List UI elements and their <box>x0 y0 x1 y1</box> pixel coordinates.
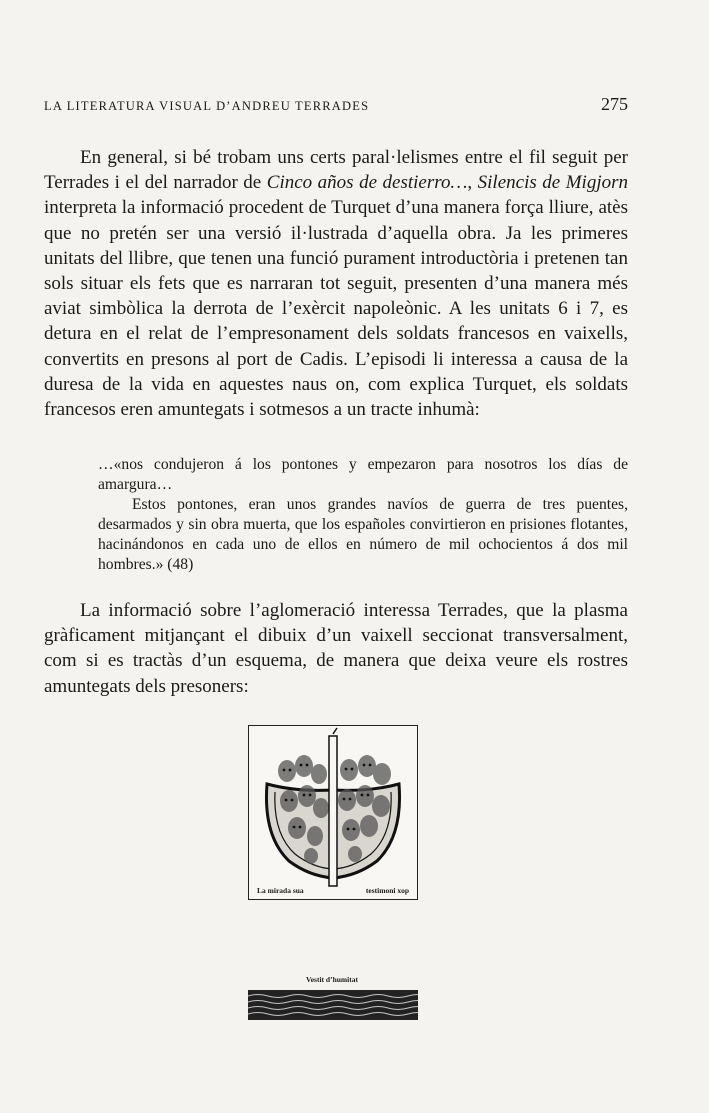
wave-strip-illustration <box>248 990 418 1020</box>
running-title: LA LITERATURA VISUAL D’ANDREU TERRADES <box>44 99 370 113</box>
quote-line-2: Estos pontones, eran unos grandes navíos de guerra de tres puentes, desarmados y sin obra muerta, que los españoles convirtieron en prisiones flotantes, hacinándonos en cada uno de ellos en número de mil ochocientos á dos mil hombres.» (48) <box>98 496 628 573</box>
second-figure-title: Vestit d’humitat <box>305 975 359 984</box>
ship-drawing <box>249 726 417 899</box>
paragraph-1 <box>44 145 628 422</box>
quote-line-1: …«nos condujeron á los pontones y empezaron para nosotros los días de amargura… <box>98 456 628 493</box>
ship-section-illustration <box>248 725 418 900</box>
body-text-2 <box>44 598 628 699</box>
paragraph-1-part-3: interpreta la informació procedent de Turquet d’una manera força lliure, atès que no pretén ser una versió il·lustrada d’aquella obra. Ja les primeres unitats del llibre, que tenen una funció purament introductòria i pretenen tan sols situar els fets que es narraran tot seguit, presenten d’una manera més aviat simbòlica la derrota de l’exèrcit napoleònic. A les unitats 6 i 7, es detura en el relat de l’empresonament dels soldats francesos en vaixells, convertits en presons al port de Cadis. L’episodi li interessa a causa de la duresa de la vida en aquestes naus on, com explica Turquet, els soldats francesos eren amuntegats i sotmesos a un tracte inhumà: <box>44 197 628 421</box>
paragraph-1-part-1: En general, si bé trobam uns certs paral·lelismes entre el fil seguit per Terrades i el del narrador de <box>44 147 628 194</box>
figure-caption-right: testimoni xop <box>365 886 409 895</box>
page-number: 275 <box>601 94 628 114</box>
work-title-cinco-anos: Cinco años de destierro… <box>266 172 468 194</box>
running-head <box>44 94 628 115</box>
work-title-silencis: Silencis de Migjorn <box>477 172 628 194</box>
figure-caption-left: La mirada sua <box>257 886 304 895</box>
paragraph-1-part-2: , <box>467 172 478 194</box>
body-text-1 <box>44 145 628 422</box>
paragraph-2: La informació sobre l’aglomeració interessa Terrades, que la plasma gràficament mitjançant el dibuix d’un vaixell seccionat transversalment, com si es tractàs d’un esquema, de manera que deixa veure els rostres amuntegats dels presoners: <box>44 600 628 697</box>
block-quote <box>98 455 628 575</box>
